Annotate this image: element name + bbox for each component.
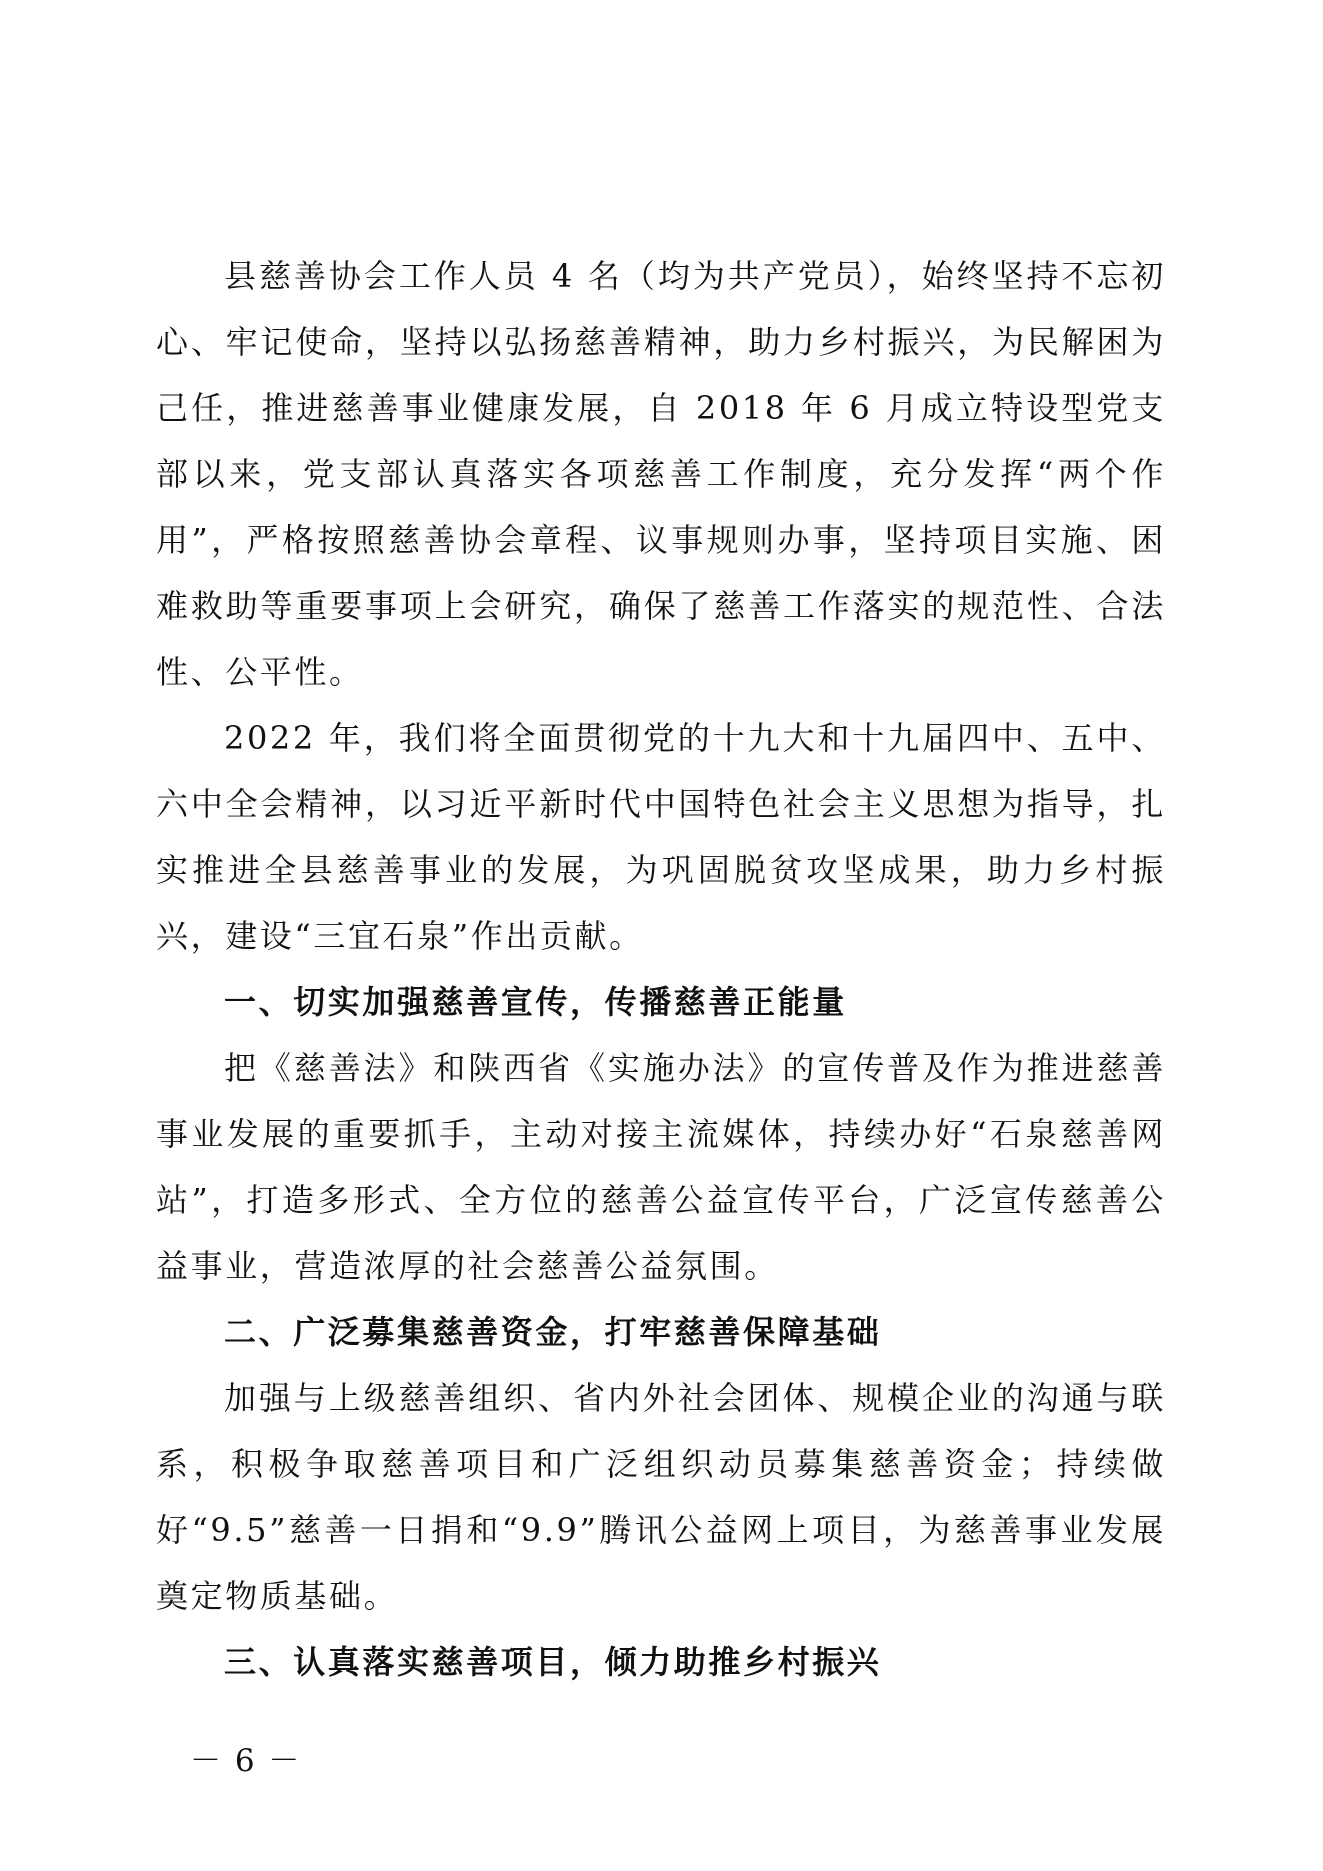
section-heading-3: 三、认真落实慈善项目，倾力助推乡村振兴 xyxy=(224,1643,882,1681)
section-heading-1: 一、切实加强慈善宣传，传播慈善正能量 xyxy=(224,983,847,1021)
section-heading-2: 二、广泛募集慈善资金，打牢慈善保障基础 xyxy=(224,1313,882,1351)
section-body-1: 把《慈善法》和陕西省《实施办法》的宣传普及作为推进慈善事业发展的重要抓手，主动对接主流媒体，持续办好“石泉慈善网站”，打造多形式、全方位的慈善公益宣传平台，广泛宣传慈善公益事业，营造浓厚的社会慈善公益氛围。 xyxy=(156,1049,1166,1285)
paragraph-2022-plan: 2022 年，我们将全面贯彻党的十九大和十九届四中、五中、六中全会精神，以习近平新时代中国特色社会主义思想为指导，扎实推进全县慈善事业的发展，为巩固脱贫攻坚成果，助力乡村振兴，建设“三宜石泉”作出贡献。 xyxy=(156,719,1166,955)
page-number: － 6 － xyxy=(190,1743,302,1779)
paragraph-party-branch: 县慈善协会工作人员 4 名（均为共产党员），始终坚持不忘初心、牢记使命，坚持以弘扬慈善精神，助力乡村振兴，为民解困为己任，推进慈善事业健康发展，自 2018 年 6 月成立特设型党支部以来，党支部认真落实各项慈善工作制度，充分发挥“两个作用”，严格按照慈善协会章程、议事规则办事，坚持项目实施、困难救助等重要事项上会研究，确保了慈善工作落实的规范性、合法性、公平性。 xyxy=(156,257,1166,691)
document-body xyxy=(156,243,1166,1695)
section-body-2: 加强与上级慈善组织、省内外社会团体、规模企业的沟通与联系，积极争取慈善项目和广泛组织动员募集慈善资金；持续做好“9.5”慈善一日捐和“9.9”腾讯公益网上项目，为慈善事业发展奠定物质基础。 xyxy=(156,1379,1166,1615)
